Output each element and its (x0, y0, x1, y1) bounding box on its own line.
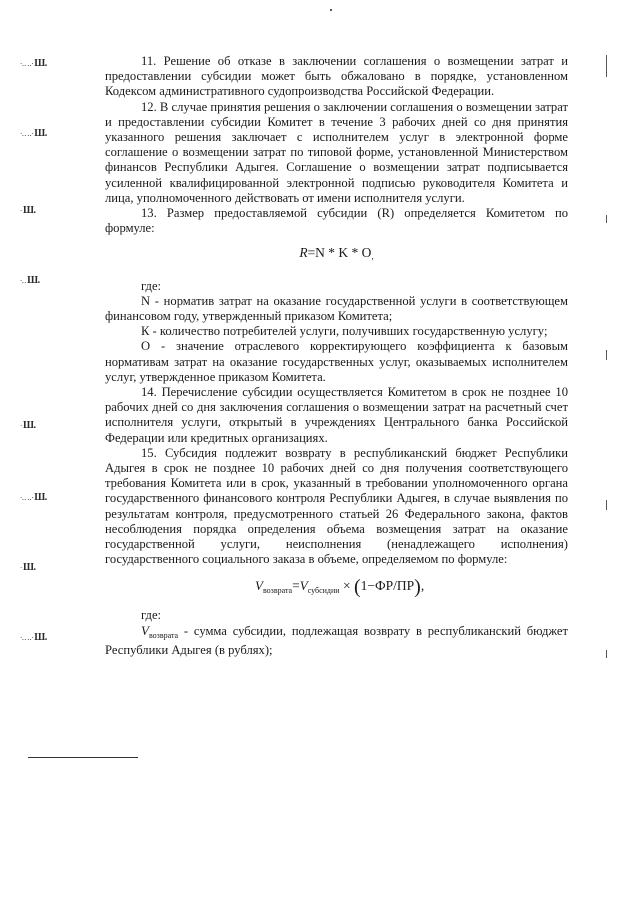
def-v-subscript: возврата (148, 630, 179, 640)
where-label: где: (141, 278, 162, 293)
refund-subscript: возврата (262, 585, 293, 595)
times-sign: × (342, 577, 351, 593)
formula-refund: $V_{возврата}=V_{субсидии} \times (1-ФР/ПР)$, (255, 575, 425, 598)
refund-equals: = (292, 577, 300, 593)
margin-mark: ‧‥ ‥‧ Ш. (20, 632, 47, 643)
definition-n: N - норматив затрат на оказание государственной услуги в соответствующем финансовом году, утвержденный приказом Комитета; (105, 293, 568, 324)
margin-mark: ‧ Ш. (20, 420, 36, 431)
formula-lhs: R (299, 245, 308, 261)
paragraph-15: 15. Субсидия подлежит возврату в республиканский бюджет Республики Адыгея в срок не позднее 10 рабочих дней со дня получения соответствующего требования Комитета или в срок, указанный в требовании уполномоченного органа государственного финансового контроля Республики Адыгея, в случае выявления по результатам контроля, предусмотренного статьей 26 Федерального закона, фактов несоблюдения порядка определения объема возмещения затрат на оказание государственной услуги, неисполнения (ненадлежащего исполнения) государственного социального заказа в объеме, определяемом по формуле: (105, 445, 568, 567)
document-body (105, 54, 568, 658)
refund-ratio: 1−ФР/ПР (360, 577, 415, 593)
formula-rhs: =N * K * O (307, 245, 372, 261)
right-margin-line (606, 215, 607, 223)
right-margin-line (606, 650, 607, 658)
right-margin-line (606, 55, 607, 77)
refund-symbol: V (255, 577, 263, 593)
formula-tail: , (371, 251, 374, 262)
margin-mark: ‧‥ ‥‧ Ш. (20, 58, 47, 69)
right-margin-line (606, 350, 607, 360)
definition-k: К - количество потребителей услуги, получивших государственную услугу; (141, 324, 548, 339)
subsidy-subscript: субсидии (307, 585, 340, 595)
margin-mark: ‧‥ Ш. (20, 275, 40, 286)
margin-mark: ‧‥ ‥‧ Ш. (20, 492, 47, 503)
formula-refund-tail: , (420, 577, 425, 593)
formula-subsidy-size (105, 245, 568, 264)
scan-speck (330, 9, 332, 11)
margin-mark: ‧ Ш. (20, 205, 36, 216)
def-v-text: - сумма субсидии, подлежащая возврату в республиканский бюджет Республики Адыгея (в рублях); (105, 623, 568, 658)
where-label-2: где: (141, 607, 162, 622)
paragraph-14: 14. Перечисление субсидии осуществляется Комитетом в срок не позднее 10 рабочих дней со дня заключения соглашения о возмещении затрат на расчетный счет исполнителя услуги, открытый в учреждениях Центрального банка Российской Федерации или кредитных организациях. (105, 385, 568, 445)
paragraph-13: 13. Размер предоставляемой субсидии (R) определяется Комитетом по формуле: (105, 206, 568, 236)
definition-o: О - значение отраслевого корректирующего коэффициента к базовым нормативам затрат на оказание государственных услуг, оказываемых исполнителем услуг, утвержденное приказом Комитета. (105, 339, 568, 384)
subsidy-symbol: V (299, 577, 308, 593)
left-margin-scan-artifacts (0, 0, 80, 905)
footnote-separator (28, 757, 138, 758)
definition-v-return (105, 623, 568, 658)
paragraph-12: 12. В случае принятия решения о заключении соглашения о возмещении затрат и предоставлении субсидии Комитет в течение 3 рабочих дней со дня принятия указанного решения заключает с исполнителем услуг в электронной форме соглашение о возмещении затрат по типовой форме, установленной Министерством финансов Республики Адыгея. Соглашение о возмещении затрат подписывается усиленной квалифицированной электронной подписью руководителя Комитета и лица, уполномоченного действовать от имени исполнителя услуги. (105, 99, 568, 205)
def-v-symbol: V (141, 622, 149, 638)
margin-mark: ‧‥ ‥‧ Ш. (20, 128, 47, 139)
margin-mark: ‧ Ш. (20, 562, 36, 573)
right-margin-line (606, 500, 607, 510)
paragraph-11: 11. Решение об отказе в заключении соглашения о возмещении затрат и предоставлении субсидии может быть обжаловано в порядке, установленном Кодексом административного судопроизводства Российской Федерации. (105, 54, 568, 99)
